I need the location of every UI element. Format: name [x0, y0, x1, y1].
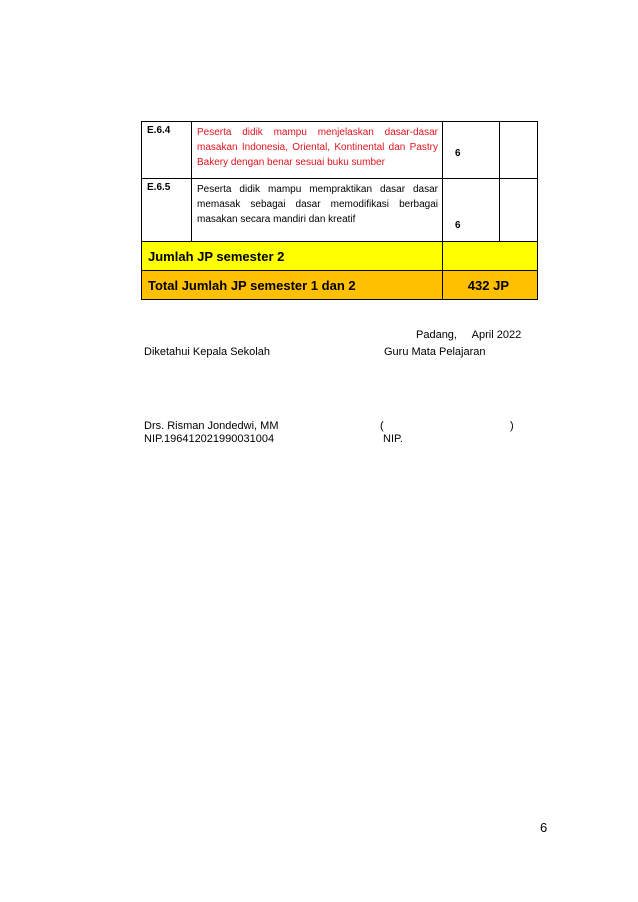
teacher-nip: NIP.: [383, 433, 403, 445]
sum-total-label: Total Jumlah JP semester 1 dan 2: [142, 271, 443, 300]
table-row: [142, 122, 538, 179]
competency-code: E.6.5: [142, 179, 192, 242]
empty-cell: [500, 179, 538, 242]
teacher-title: Guru Mata Pelajaran: [384, 346, 486, 358]
table-row: [142, 179, 538, 242]
sum-semester2-label: Jumlah JP semester 2: [142, 242, 443, 271]
empty-cell: [500, 122, 538, 179]
teacher-name-open-paren: (: [380, 420, 384, 432]
competency-description: Peserta didik mampu menjelaskan dasar-dasar masakan Indonesia, Oriental, Kontinental dan Pastry Bakery dengan benar sesuai buku sumber: [192, 122, 443, 179]
competency-table: [141, 121, 538, 300]
principal-name: Drs. Risman Jondedwi, MM: [144, 420, 279, 432]
sum-total-row: [142, 271, 538, 300]
principal-title: Diketahui Kepala Sekolah: [144, 346, 270, 358]
teacher-name-close-paren: ): [510, 420, 514, 432]
page-number: 6: [540, 820, 548, 835]
sum-semester2-value: [443, 242, 538, 271]
principal-nip: NIP.196412021990031004: [144, 433, 275, 445]
jp-value: 6: [443, 179, 500, 242]
competency-code: E.6.4: [142, 122, 192, 179]
sum-total-value: 432 JP: [443, 271, 538, 300]
sum-semester2-row: [142, 242, 538, 271]
competency-description: Peserta didik mampu mempraktikan dasar dasar memasak sebagai dasar memodifikasi berbagai masakan secara mandiri dan kreatif: [192, 179, 443, 242]
jp-value: 6: [443, 122, 500, 179]
place-date: Padang, April 2022: [416, 329, 522, 341]
